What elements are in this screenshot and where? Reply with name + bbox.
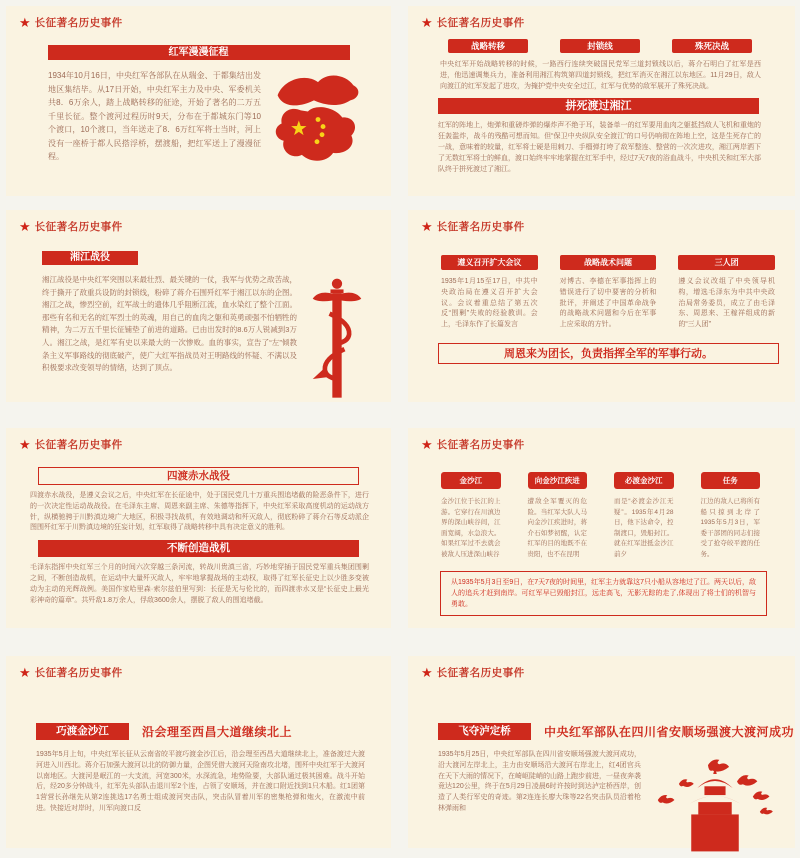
slide-thumbnail-jinsha-river[interactable] xyxy=(408,428,795,628)
body-paragraph: 1935年5月上旬，中央红军长征从云南省皎平渡巧渡金沙江后，沿会理至西昌大道继续北上，准备渡过大渡河进入川西北。蒋介石加强大渡河以北的防御力量，企图凭借大渡河天险南攻北堵，围歼中央红军于大渡河以南地区。大渡河是岷江的一大支流，河宽300米，水深流急，地势险要，大部队通过极其困难。战斗开始后，经20多分钟战斗，红军先头部队击退川军2个连，占领了安顺场，并在渡口附近找到1只木船。红1团第1营营长孙继先从第2连挑选17名勇士组成渡河突击队，突击队冒着川军的密集枪弹和炮火，在激流中前进。快接近对岸时，川军向渡口反 xyxy=(36,751,365,812)
star-icon: ★ xyxy=(421,15,433,30)
column-text: 金沙江位于长江的上游。它穿行在川滇边界的深山峡谷间，江面宽阔，水急浪大。如果红军过不去就会被敌人压进深山峡谷 xyxy=(441,498,501,558)
column-header: 必渡金沙江 xyxy=(614,472,674,489)
intro-paragraph: 四渡赤水战役，是遵义会议之后，中央红军在长征途中，处于国民党几十万重兵围追堵截的险恶条件下，进行的一次决定性运动战战役。在毛泽东主席、周恩来副主席、朱德等指挥下，中央红军采取高度机动的运动战方针，纵横驰骋于川黔滇边境广大地区，积极寻找战机，有效地调动和歼灭敌人，彻底粉碎了蒋介石等反动派企图围歼红军于川黔滇边境的狂妄计划，红军取得了战略转移中具有决定意义的胜利。 xyxy=(30,492,369,532)
section-header-label: 长征著名历史事件 xyxy=(34,221,123,233)
slide-thumbnail-red-army-journey[interactable] xyxy=(6,6,391,196)
section-header-label: 长征著名历史事件 xyxy=(34,667,123,679)
slide-section-header xyxy=(19,15,391,30)
column-text: 而是“必渡金沙江无疑”。1935年4月28日，他下达命令，控制渡口，毁船封江。就在红军进抵金沙江前夕 xyxy=(614,498,674,558)
section-header-label: 长征著名历史事件 xyxy=(34,17,123,29)
star-icon: ★ xyxy=(19,15,31,30)
star-icon: ★ xyxy=(19,665,31,680)
column-header: 任务 xyxy=(701,472,761,489)
title-banner: 湘江战役 xyxy=(42,251,138,265)
column-header: 三人团 xyxy=(678,255,775,270)
title-outline-box: 四渡赤水战役 xyxy=(38,467,359,485)
china-map-graphic xyxy=(267,65,369,171)
body-paragraph: 1934年10月16日，中央红军各部队在从瑞金、于都集结出发地区集结毕。从17日开始，中央红军主力及中央、军委机关共8．6万余人，踏上战略转移的征途，开始了著名的二万五千里长征。整个渡河过程历时9天，分布在于都城东门等10个渡口，10个渡口，当年送走了8．6万红军将士当时，河上没有一座桥于都人民搭浮桥，摆渡船，把红军送上了漫漫征程。 xyxy=(48,71,261,161)
title-banner: 红军漫漫征程 xyxy=(48,45,350,60)
body-paragraph: 湘江战役是中央红军突围以来最壮烈、最关键的一仗，我军与优势之敌苦战，终于撕开了敌重兵设防的封锁线，粉碎了蒋介石围歼红军于湘江以东的企图。湘江之战，惨烈空前，红军战士的遗体几乎阻断江流，血水染红了整个江面。那些有名和无名的红军烈士的英魂，用自己的血肉之躯和英勇顽强不怕牺牲的精神，为二万五千里长征铺垫了前进的道路。已由出发时的8.6万人锐减到3万人。湘江之战，是红军有史以来最大的一次惨败。血的事实，宣告了“左”倾教条主义军事路线的彻底破产，使广大红军指战员对王明路线的怀疑、不满以及积极要求改变领导的情绪，达到了顶点。 xyxy=(42,275,297,373)
section-header-label: 长征著名历史事件 xyxy=(34,439,123,451)
slide-section-header xyxy=(421,437,795,452)
slide-section-header xyxy=(421,665,795,680)
column-strategy-issues xyxy=(560,255,657,331)
huabiao-pillar-graphic xyxy=(309,276,365,398)
slide-thumbnail-four-crossings-chishui[interactable] xyxy=(6,428,391,628)
slide-section-header xyxy=(421,219,795,234)
three-column-row xyxy=(441,255,775,331)
column-zunyi-meeting xyxy=(441,255,538,331)
tag-row xyxy=(448,39,752,53)
slide-thumbnail-clever-crossing-jinsha[interactable] xyxy=(6,656,391,848)
slide-body-row xyxy=(438,750,781,858)
subtitle-banner: 不断创造战机 xyxy=(38,540,359,557)
title-subtitle: 中央红军部队在四川省安顺场强渡大渡河成功 xyxy=(544,725,795,739)
footer-callout: 从1935年5月3日至9日，在7天7夜的时间里，红军主力就靠这7只小船从容地过了江。两天以后，敌人的追兵才赶到南岸。可红军早已毁船封江，远走高飞，无影无踪的走了,体现出了将士们的机智与勇敢。 xyxy=(440,571,767,616)
footer-callout: 周恩来为团长，负责指挥全军的军事行动。 xyxy=(438,343,779,364)
column-advance-to-jinsha xyxy=(528,472,588,560)
column-three-person-group xyxy=(678,255,775,331)
slide-thumbnail-xiangjiang-crossing[interactable] xyxy=(408,6,795,196)
pagoda-with-doves-graphic xyxy=(649,748,781,858)
tag-strategic-transfer: 战略转移 xyxy=(448,39,528,53)
tag-desperate-battle: 殊死决战 xyxy=(672,39,752,53)
column-text: 遵义会议改组了中央领导机构，增选毛泽东为中共中央政治局常务委员，成立了由毛泽东、周恩来、王稼祥组成的新的“三人团” xyxy=(678,278,776,329)
body-paragraph: 红军的阵地上，炮弹和重磅炸弹的爆炸声不绝于耳，装备单一的红军要用血肉之躯抵挡敌人飞机和重炮的狂轰滥炸，战斗的残酷可想而知。但“保卫中央纵队安全渡江”的口号仍响彻在阵地上空，这是生死存亡的一战，意味着的较量，红军将士硬是用刺刀、手榴弹打垮了敌军整连、整营的一次次进攻，湘江两岸洒下了无数红军将士的鲜血，渡口始终牢牢地掌握在红军手中，经过7天7夜的浴血战斗，中央机关和红军大部队终于拼死渡过了湘江。 xyxy=(438,122,761,173)
title-row xyxy=(36,723,391,740)
column-text: 1935年1月15至17日，中共中央政治局在遵义召开扩大会议。会议着重总结了第五次反“围剿”失败的经验教训。会上，毛泽东作了长篇发言 xyxy=(441,278,538,329)
slide-body-row xyxy=(42,274,365,398)
column-header: 遵义召开扩大会议 xyxy=(441,255,538,270)
section-header-label: 长征著名历史事件 xyxy=(436,17,525,29)
body-paragraph: 1935年5月25日，中央红军部队在四川省安顺场强渡大渡河成功，沿大渡河左岸北上，主力由安顺场沿大渡河右岸北上，红4团官兵在天下大雨的情况下，在崎岖陡峭的山路上跑步前进，一昼夜奔袭竟达120公里，终于在5月29日凌晨6时许按时到达泸定桥西岸，创造了人类行军史的奇迹。第2连连长廖大珠等22名突击队员沿着枪林弹雨和 xyxy=(438,751,641,812)
star-icon: ★ xyxy=(421,219,433,234)
star-icon: ★ xyxy=(421,437,433,452)
title-subtitle: 沿会理至西昌大道继续北上 xyxy=(142,725,293,739)
column-header: 向金沙江疾进 xyxy=(528,472,588,489)
slide-body-row xyxy=(48,69,369,171)
section-header-label: 长征著名历史事件 xyxy=(436,667,525,679)
slide-thumbnail-zunyi-conference[interactable] xyxy=(408,210,795,402)
column-header: 战略战术问题 xyxy=(560,255,657,270)
column-must-cross-jinsha xyxy=(614,472,674,560)
four-column-row xyxy=(441,472,760,560)
column-mission xyxy=(701,472,761,560)
slide-thumbnail-xiangjiang-battle[interactable] xyxy=(6,210,391,402)
column-header: 金沙江 xyxy=(441,472,501,489)
column-text: 江边的敌人已将所有船只掠到北岸了1935年5月3日，军委干部团的同志们接受了抢夺皎平渡的任务。 xyxy=(700,498,760,558)
tag-blockade-line: 封锁线 xyxy=(560,39,640,53)
title-chip: 巧渡金沙江 xyxy=(36,723,129,740)
slide-section-header xyxy=(19,437,391,452)
slide-section-header xyxy=(19,219,391,234)
title-row xyxy=(438,723,795,740)
slide-section-header xyxy=(19,665,391,680)
slide-section-header xyxy=(421,15,795,30)
star-icon: ★ xyxy=(421,665,433,680)
column-jinsha-river xyxy=(441,472,501,560)
star-icon: ★ xyxy=(19,219,31,234)
column-text: 遭敌全军覆灭的危险。当红军大队人马向金沙江疾进时，蒋介石如梦初醒，认定红军的目的地既不在贵阳，也不在昆明 xyxy=(527,498,587,558)
slide-thumbnail-luding-bridge[interactable] xyxy=(408,656,795,848)
intro-paragraph: 中央红军开始战略转移的时候，一路西行连续突破国民党军三道封锁线以后，蒋介石明白了红军是西进，他迅速调集兵力，准备利用湘江构筑第四道封锁线，把红军消灭在湘江以东地区。11月29日，敌人向渡江的红军发起了进攻，为掩护党中央安全过江，红军与优势的敌军展开了殊死决战。 xyxy=(440,61,761,90)
section-header-label: 长征著名历史事件 xyxy=(436,221,525,233)
section-header-label: 长征著名历史事件 xyxy=(436,439,525,451)
star-icon: ★ xyxy=(19,437,31,452)
title-chip: 飞夺泸定桥 xyxy=(438,723,531,740)
body-paragraph: 毛泽东指挥中央红军三个月的时间六次穿越三条河流，转战川贵滇三省，巧妙地穿插于国民党军重兵集团围剿之间，不断创造战机，在运动中大量歼灭敌人，牢牢地掌握战场的主动权，取得了红军长征史上以少胜多变被动为主动的光辉战例。美国作家哈里森·索尔兹伯里写到：长征是无与伦比的，而四渡赤水又是“长征史上最光彩神奇的篇章”。共歼敌1.8万余人，俘敌3600余人，摆脱了敌人的围追堵截。 xyxy=(30,564,369,604)
column-text: 对博古、李德在军事指挥上的错误进行了切中要害的分析和批评，并阐述了中国革命战争的战略战术问题和今后在军事上应采取的方针。 xyxy=(559,278,657,329)
subtitle-banner: 拼死渡过湘江 xyxy=(438,98,759,114)
